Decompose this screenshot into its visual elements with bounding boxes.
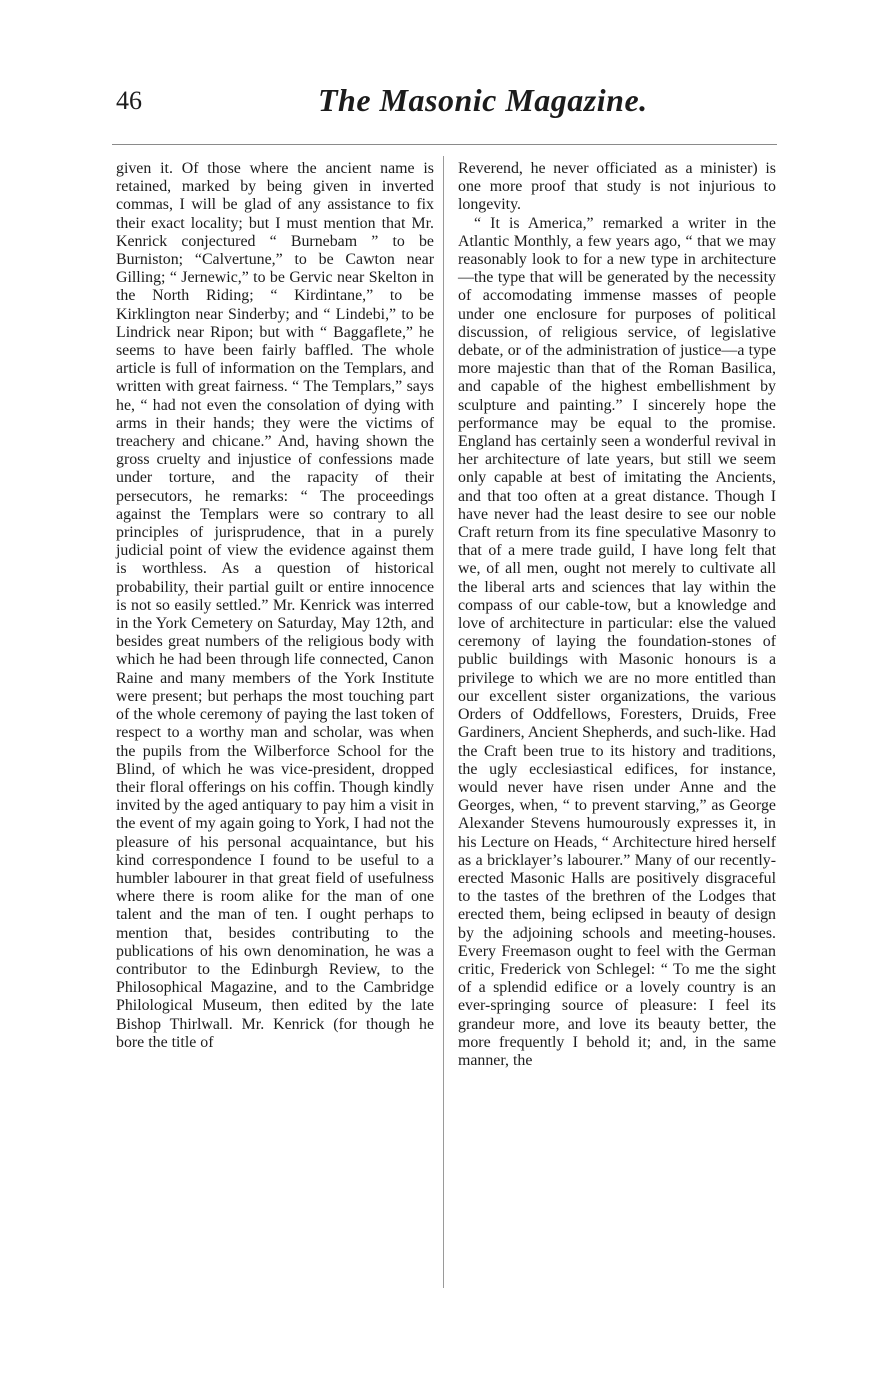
left-column	[116, 160, 434, 1052]
page-number: 46	[116, 86, 142, 115]
column-divider	[443, 156, 444, 1288]
header-rule	[112, 144, 777, 145]
right-column-paragraph-2: “ It is America,” remarked a writer in the Atlantic Monthly, a few years ago, “ that we may reasonably look to for a new type in architecture—the type that will be generated by the necessity of accomodating immense masses of people under one enclosure for purposes of political discussion, of religious service, of legislative debate, or of the administration of justice—a type more majestic than that of the Roman Basilica, and capable of the highest embellishment by sculpture and painting.” I sincerely hope the performance may be equal to the promise. England has certainly seen a wonderful revival in her architecture of late years, but still we seem only capable at best of imitating the Ancients, and that too often at a great distance. Though I have never had the least desire to see our noble Craft return from its fine speculative Masonry to that of a mere trade guild, I have long felt that we, of all men, ought not merely to cultivate all the liberal arts and sciences that lay within the compass of our cable-tow, but a knowledge and love of architecture in particular: else the valued ceremony of laying the foundation-stones of public buildings with Masonic honours is a privilege to which we are no more entitled than our excellent sister organizations, the various Orders of Oddfellows, Foresters, Druids, Free Gardiners, Ancient Shepherds, and such-like. Had the Craft been true to its history and traditions, the ugly ecclesiastical edifices, for instance, would never have risen under Anne and the Georges, when, “ to prevent starving,” as George Alexander Stevens humourously expresses it, in his Lecture on Heads, “ Architecture hired herself as a bricklayer’s labourer.” Many of our recently-erected Masonic Halls are positively disgraceful to the tastes of the brethren of the Lodges that erected them, being eclipsed in beauty of design by the adjoining schools and meeting-houses. Every Freemason ought to feel with the German critic, Frederick von Schlegel: “ To me the sight of a splendid edifice or a lovely country is an ever-springing source of pleasure: I feel its grandeur more, and love its beauty better, the more frequently I behold it; and, in the same manner, the	[458, 214, 776, 1069]
left-column-paragraph: given it. Of those where the ancient name is retained, marked by being given in inverted commas, I will be glad of any assistance to fix their exact locality; but I must mention that Mr. Kenrick conjectured “ Burnebam ” to be Burniston; “Calvertune,” to be Cawton near Gilling; “ Jernewic,” to be Gervic near Skelton in the North Riding; “ Kirdintane,” to be Kirklington near Sinderby; and “ Lindebi,” to be Lindrick near Ripon; but with “ Baggaflete,” he seems to have been fairly baffled. The whole article is full of information on the Templars, and written with great fairness. “ The Templars,” says he, “ had not even the consolation of dying with arms in their hands; they were the victims of treachery and chicane.” And, having shown the gross cruelty and injustice of confessions made under torture, and the rapacity of their persecutors, he remarks: “ The proceedings against the Templars were so contrary to all principles of jurisprudence, that in a purely judicial point of view the evidence against them is worthless. As a question of historical probability, their partial guilt or entire innocence is not so easily settled.” Mr. Kenrick was interred in the York Cemetery on Saturday, May 12th, and besides great numbers of the religious body with which he had been through life connected, Canon Raine and many members of the York Institute were present; but perhaps the most touching part of the whole ceremony of paying the last token of respect to a worthy man and scholar, was when the pupils from the Wilberforce School for the Blind, of which he was vice-president, dropped their floral offerings on his coffin. Though kindly invited by the aged antiquary to pay him a visit in the event of my again going to York, I had not the pleasure of his personal acquaintance, but his kind correspondence I found to be useful to a humbler labourer in that great field of usefulness where there is room alike for the man of one talent and the man of ten. I ought perhaps to mention that, besides contributing to the publications of his own denomination, he was a contributor to the Edinburgh Review, to the Philosophical Magazine, and to the Cambridge Philological Museum, then edited by the late Bishop Thirlwall. Mr. Kenrick (for though he bore the title of	[116, 160, 434, 1051]
running-head-title: The Masonic Magazine.	[318, 82, 648, 118]
right-column-paragraph-1: Reverend, he never officiated as a minister) is one more proof that study is not injurious to longevity.	[458, 160, 776, 214]
right-column	[458, 160, 776, 1070]
